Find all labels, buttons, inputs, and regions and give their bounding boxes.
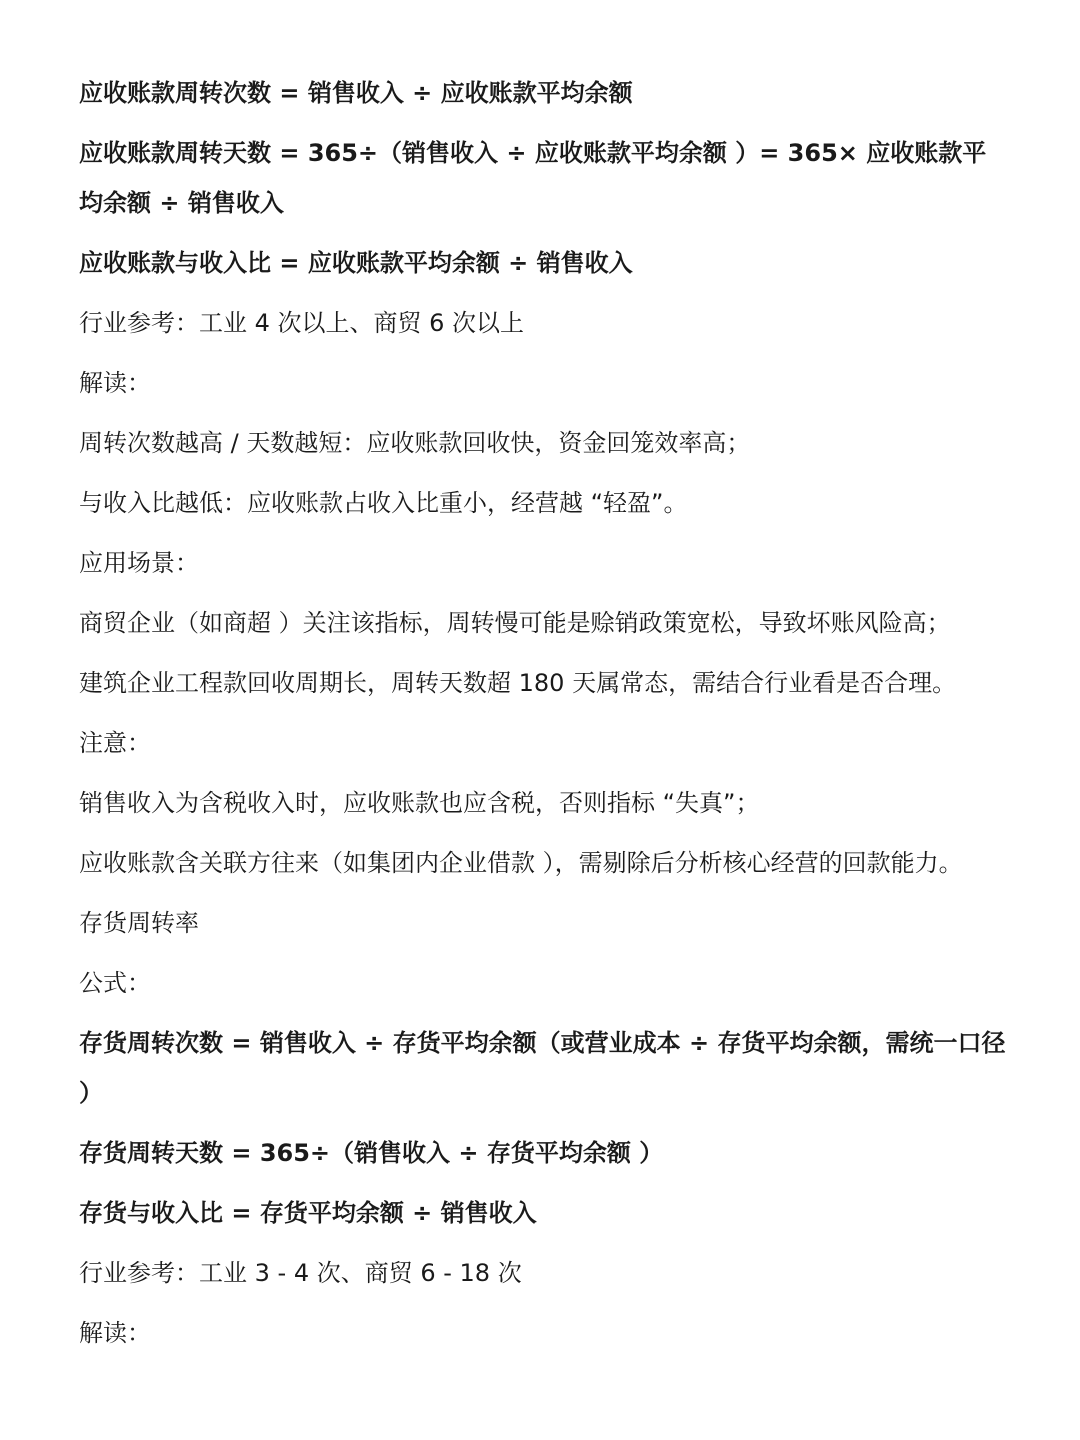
heading-interpretation-inventory: 解读： bbox=[79, 1319, 151, 1347]
note-2: 应收账款含关联方往来（如集团内企业借款 ），需剔除后分析核心经营的回款能力。 bbox=[79, 849, 963, 877]
interpretation-ar-1: 周转次数越高 / 天数越短：应收账款回收快，资金回笼效率高； bbox=[79, 429, 751, 457]
industry-reference-inventory: 行业参考：工业 3 - 4 次、商贸 6 - 18 次 bbox=[79, 1259, 522, 1287]
industry-reference-ar: 行业参考：工业 4 次以上、商贸 6 次以上 bbox=[79, 309, 525, 337]
application-1: 商贸企业（如商超 ）关注该指标，周转慢可能是赊销政策宽松，导致坏账风险高； bbox=[79, 609, 951, 637]
document-page bbox=[79, 68, 1009, 1368]
formula-inventory-turnover-count: 存货周转次数 = 销售收入 ÷ 存货平均余额（或营业成本 ÷ 存货平均余额，需统一口径 ） bbox=[79, 1029, 1006, 1107]
section-title-inventory-turnover: 存货周转率 bbox=[79, 909, 199, 937]
formula-inventory-turnover-days: 存货周转天数 = 365÷（销售收入 ÷ 存货平均余额 ） bbox=[79, 1139, 664, 1167]
application-2: 建筑企业工程款回收周期长，周转天数超 180 天属常态，需结合行业看是否合理。 bbox=[79, 669, 957, 697]
heading-formula: 公式： bbox=[79, 969, 151, 997]
formula-ar-turnover-days: 应收账款周转天数 = 365÷（销售收入 ÷ 应收账款平均余额 ）= 365× 应收账款平均余额 ÷ 销售收入 bbox=[79, 139, 987, 217]
heading-application: 应用场景： bbox=[79, 549, 199, 577]
heading-interpretation-ar: 解读： bbox=[79, 369, 151, 397]
formula-ar-turnover-count: 应收账款周转次数 = 销售收入 ÷ 应收账款平均余额 bbox=[79, 79, 633, 107]
heading-note: 注意： bbox=[79, 729, 151, 757]
interpretation-ar-2: 与收入比越低：应收账款占收入比重小，经营越 “轻盈”。 bbox=[79, 489, 688, 517]
note-1: 销售收入为含税收入时，应收账款也应含税，否则指标 “失真”； bbox=[79, 789, 760, 817]
formula-ar-to-revenue: 应收账款与收入比 = 应收账款平均余额 ÷ 销售收入 bbox=[79, 249, 633, 277]
formula-inventory-to-revenue: 存货与收入比 = 存货平均余额 ÷ 销售收入 bbox=[79, 1199, 537, 1227]
